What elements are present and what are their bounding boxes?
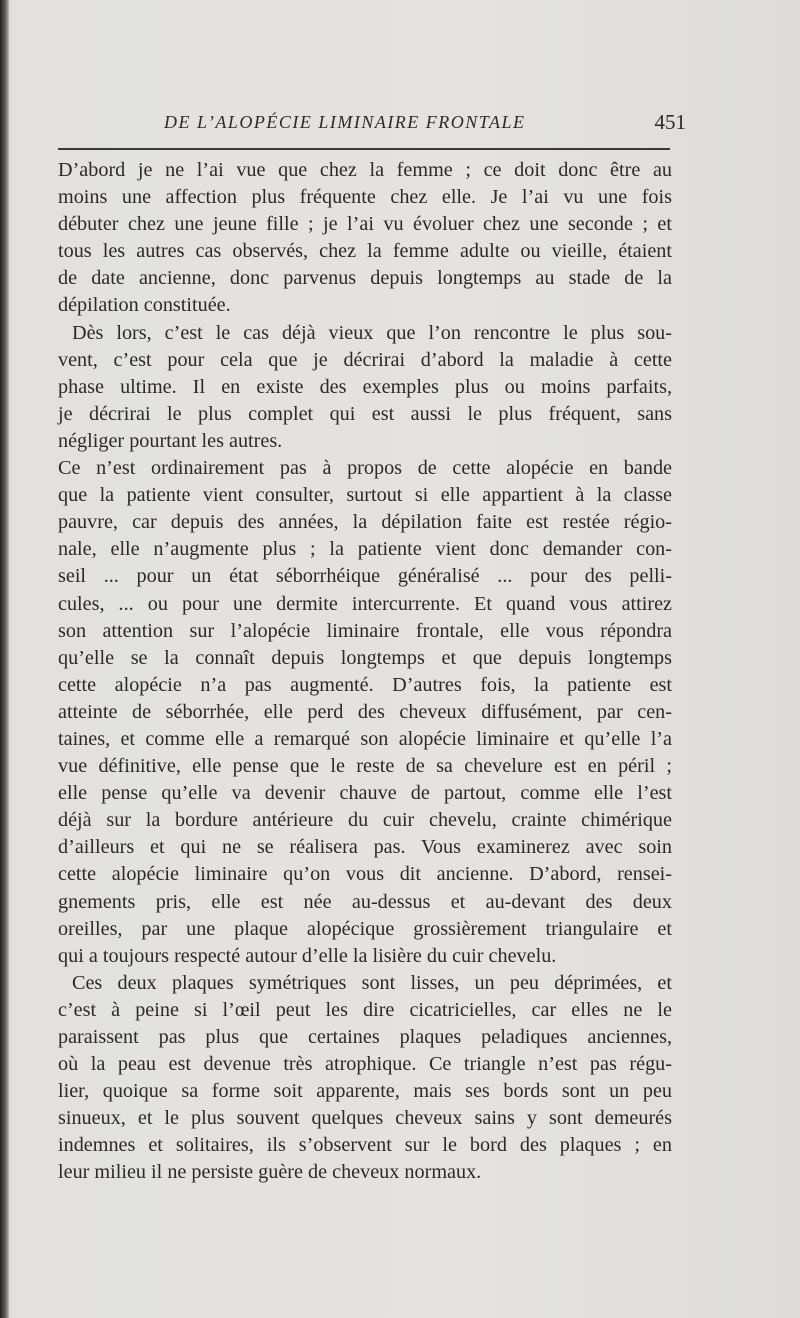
text-line: leur milieu il ne persiste guère de cheveux normaux.: [58, 1161, 482, 1184]
text-line: oreilles, par une plaque alopécique grossièrement triangulaire et: [58, 917, 672, 940]
text-line: je décrirai le plus complet qui est aussi le plus fréquent, sans: [58, 402, 672, 425]
text-line: tous les autres cas observés, chez la femme adulte ou vieille, étaient: [58, 240, 672, 263]
text-line: débuter chez une jeune fille ; je l’ai vu évoluer chez une seconde ; et: [58, 213, 672, 236]
text-line: cette alopécie n’a pas augmenté. D’autres fois, la patiente est: [58, 673, 672, 696]
text-line: Ces deux plaques symétriques sont lisses, un peu déprimées, et: [72, 971, 672, 994]
text-line: gnements pris, elle est née au-dessus et au-devant des deux: [58, 890, 672, 913]
text-line: nale, elle n’augmente plus ; la patiente vient donc demander con-: [58, 538, 672, 561]
text-line: dépilation constituée.: [58, 294, 231, 317]
paragraph: [58, 157, 672, 320]
text-line: c’est à peine si l’œil peut les dire cicatricielles, car elles ne le: [58, 998, 672, 1021]
text-line: cules, ... ou pour une dermite intercurrente. Et quand vous attirez: [58, 592, 672, 615]
text-line: vent, c’est pour cela que je décrirai d’abord la maladie à cette: [58, 348, 672, 371]
text-line: seil ... pour un état séborrhéique généralisé ... pour des pelli-: [58, 565, 672, 588]
text-line: lier, quoique sa forme soit apparente, mais ses bords sont un peu: [58, 1080, 672, 1103]
text-line: déjà sur la bordure antérieure du cuir chevelu, crainte chimérique: [58, 809, 672, 832]
text-line: paraissent pas plus que certaines plaques peladiques anciennes,: [58, 1026, 672, 1048]
paragraph: [58, 455, 672, 970]
page-number: 451: [654, 110, 686, 134]
body-text: [58, 157, 672, 1187]
text-line: D’abord je ne l’ai vue que chez la femme ; ce doit donc être au: [58, 159, 672, 181]
text-line: négliger pourtant les autres.: [58, 429, 283, 452]
text-line: où la peau est devenue très atrophique. Ce triangle n’est pas régu-: [58, 1053, 672, 1076]
text-line: qu’elle se la connaît depuis longtemps et que depuis longtemps: [58, 646, 672, 669]
text-line: cette alopécie liminaire qu’on vous dit ancienne. D’abord, rensei-: [58, 863, 672, 886]
text-line: son attention sur l’alopécie liminaire frontale, elle vous répondra: [58, 619, 672, 642]
running-title: DE L’ALOPÉCIE LIMINAIRE FRONTALE: [164, 112, 526, 132]
running-header: [54, 110, 686, 140]
text-line: indemnes et solitaires, ils s’observent sur le bord des plaques ; en: [58, 1134, 672, 1157]
header-rule: [58, 148, 670, 150]
text-line: Ce n’est ordinairement pas à propos de cette alopécie en bande: [58, 457, 672, 480]
paragraph: [58, 320, 672, 455]
text-line: moins une affection plus fréquente chez elle. Je l’ai vu une fois: [58, 186, 672, 209]
text-line: pauvre, car depuis des années, la dépilation faite est restée régio-: [58, 511, 672, 534]
book-spine-edge: [0, 0, 9, 1318]
text-line: phase ultime. Il en existe des exemples plus ou moins parfaits,: [58, 375, 672, 398]
text-line: atteinte de séborrhée, elle perd des cheveux diffusément, par cen-: [58, 700, 672, 723]
text-line: sinueux, et le plus souvent quelques cheveux sains y sont demeurés: [58, 1107, 672, 1130]
text-line: que la patiente vient consulter, surtout si elle appartient à la classe: [58, 484, 672, 507]
text-line: taines, et comme elle a remarqué son alopécie liminaire et qu’elle l’a: [58, 727, 672, 750]
paragraph: [58, 970, 672, 1187]
text-line: Dès lors, c’est le cas déjà vieux que l’on rencontre le plus sou-: [72, 321, 672, 344]
text-line: d’ailleurs et qui ne se réalisera pas. Vous examinerez avec soin: [58, 836, 672, 859]
text-line: qui a toujours respecté autour d’elle la lisière du cuir chevelu.: [58, 944, 557, 967]
text-line: vue définitive, elle pense que le reste de sa chevelure est en péril ;: [58, 755, 672, 778]
text-line: de date ancienne, donc parvenus depuis longtemps au stade de la: [58, 267, 672, 290]
text-line: elle pense qu’elle va devenir chauve de partout, comme elle l’est: [58, 782, 672, 805]
